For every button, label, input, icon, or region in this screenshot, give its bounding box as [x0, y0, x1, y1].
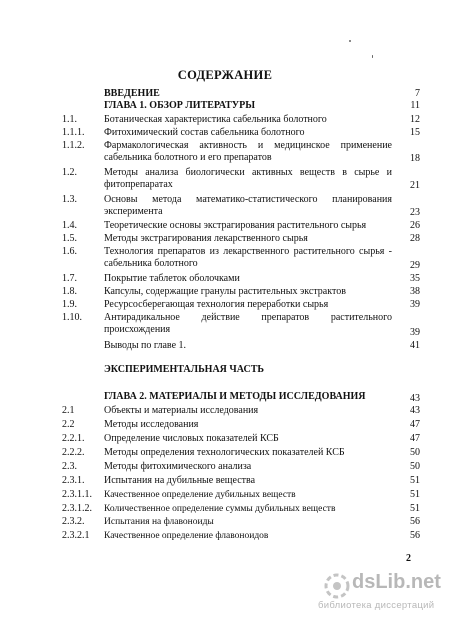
- toc-entry-number: 2.2.1.: [62, 433, 85, 444]
- toc-entry-page: 56: [410, 516, 420, 527]
- toc-entry-number: 2.3.2.: [62, 516, 85, 527]
- toc-entry-text: Испытания на флавоноиды: [104, 517, 214, 527]
- toc-entry-page: 35: [410, 273, 420, 284]
- toc-entry-page: 15: [410, 127, 420, 138]
- toc-entry-text: Основы метода математико-статистического планирования эксперимента: [104, 194, 392, 217]
- toc-entry-number: 1.5.: [62, 233, 77, 244]
- toc-entry-number: 1.4.: [62, 220, 77, 231]
- toc-entry-number: 1.8.: [62, 286, 77, 297]
- toc-entry-text: ВВЕДЕНИЕ: [104, 88, 160, 99]
- dslib-logo-icon: [324, 573, 350, 599]
- toc-entry-text: Технология препаратов из лекарственного растительного сырья - сабельника болотного: [104, 246, 392, 269]
- toc-entry-text: Фитохимический состав сабельника болотного: [104, 127, 305, 138]
- toc-entry-page: 38: [410, 286, 420, 297]
- toc-entry-text: Качественное определение дубильных веществ: [104, 490, 296, 500]
- toc-entry-number: 2.3.1.: [62, 475, 85, 486]
- toc-entry-page: 50: [410, 461, 420, 472]
- toc-entry-number: 1.10.: [62, 312, 82, 323]
- toc-entry-page: 43: [410, 393, 420, 404]
- toc-entry-number: 2.2.2.: [62, 447, 85, 458]
- toc-entry-number: 1.9.: [62, 299, 77, 310]
- toc-entry-page: 51: [410, 475, 420, 486]
- toc-entry-number: 1.2.: [62, 167, 77, 178]
- toc-entry-text: Капсулы, содержащие гранулы растительных экстрактов: [104, 286, 346, 297]
- toc-entry-text: Теоретические основы экстрагирования растительного сырья: [104, 220, 367, 231]
- toc-entry-text: ЭКСПЕРИМЕНТАЛЬНАЯ ЧАСТЬ: [104, 364, 264, 375]
- toc-entry-page: 11: [410, 100, 420, 111]
- toc-entry-number: 1.6.: [62, 246, 77, 257]
- toc-entry-number: 2.3.: [62, 461, 77, 472]
- toc-entry-text: Методы фитохимического анализа: [104, 461, 252, 472]
- dslib-subtitle: библиотека диссертаций: [318, 600, 435, 611]
- toc-entry-page: 12: [410, 114, 420, 125]
- toc-entry-page: 18: [410, 153, 420, 164]
- toc-entry-text: Методы экстрагирования лекарственного сырья: [104, 233, 308, 244]
- toc-entry-text: ГЛАВА 2. МАТЕРИАЛЫ И МЕТОДЫ ИССЛЕДОВАНИЯ: [104, 391, 366, 402]
- toc-entry-page: 43: [410, 405, 420, 416]
- toc-entry-number: 1.1.1.: [62, 127, 85, 138]
- toc-entry-number: 2.1: [62, 405, 75, 416]
- toc-entry-page: 56: [410, 530, 420, 541]
- toc-entry-text: Определение числовых показателей КСБ: [104, 433, 279, 444]
- toc-entry-page: 50: [410, 447, 420, 458]
- toc-entry-number: 1.7.: [62, 273, 77, 284]
- toc-entry-page: 39: [410, 299, 420, 310]
- toc-entry-page: 23: [410, 207, 420, 218]
- toc-entry-page: 47: [410, 419, 420, 430]
- toc-entry-text: ГЛАВА 1. ОБЗОР ЛИТЕРАТУРЫ: [104, 100, 256, 111]
- toc-entry-page: 39: [410, 327, 420, 338]
- toc-entry-number: 2.3.1.1.: [62, 489, 92, 500]
- toc-entry-page: 47: [410, 433, 420, 444]
- toc-entry-page: 29: [410, 260, 420, 271]
- toc-entry-text: Методы определения технологических показателей КСБ: [104, 447, 345, 458]
- toc-entry-page: 28: [410, 233, 420, 244]
- toc-entry-number: 2.3.2.1: [62, 530, 90, 541]
- page-number: 2: [406, 553, 411, 564]
- toc-entry-page: 41: [410, 340, 420, 351]
- toc-entry-text: Покрытие таблеток оболочками: [104, 273, 240, 284]
- toc-entry-number: 1.3.: [62, 194, 77, 205]
- toc-entry-page: 7: [415, 88, 420, 99]
- dslib-watermark[interactable]: [318, 571, 448, 617]
- toc-entry-text: Антирадикальное действие препаратов растительного происхождения: [104, 312, 392, 335]
- toc-entry-text: Методы анализа биологически активных веществ в сырье и фитопрепаратах: [104, 167, 392, 190]
- toc-entry-page: 51: [410, 503, 420, 514]
- toc-entry-text: Выводы по главе 1.: [104, 340, 187, 351]
- toc-entry-number: 1.1.: [62, 114, 77, 125]
- toc-entry-number: 2.3.1.2.: [62, 503, 92, 514]
- toc-entry-text: Ботаническая характеристика сабельника болотного: [104, 114, 327, 125]
- toc-entry-number: 1.1.2.: [62, 140, 85, 151]
- toc-entry-text: Количественное определение суммы дубильных веществ: [104, 504, 336, 514]
- toc-entry-text: Объекты и материалы исследования: [104, 405, 259, 416]
- toc-entry-text: Испытания на дубильные вещества: [104, 475, 256, 486]
- toc-entry-text: Ресурсосберегающая технология переработки сырья: [104, 299, 329, 310]
- dslib-logo: [318, 571, 448, 595]
- toc-entry-page: 26: [410, 220, 420, 231]
- toc-entry-text: Фармакологическая активность и медицинское применение сабельника болотного и его препаратов: [104, 140, 392, 163]
- toc-entry-number: 2.2: [62, 419, 75, 430]
- toc-entry-text: Методы исследования: [104, 419, 199, 430]
- dslib-logo-text: dsLib.net: [352, 571, 441, 593]
- toc-entry-page: 51: [410, 489, 420, 500]
- toc-title: СОДЕРЖАНИЕ: [177, 68, 273, 82]
- toc-entry-text: Качественное определение флавоноидов: [104, 531, 269, 541]
- toc-entry-page: 21: [410, 180, 420, 191]
